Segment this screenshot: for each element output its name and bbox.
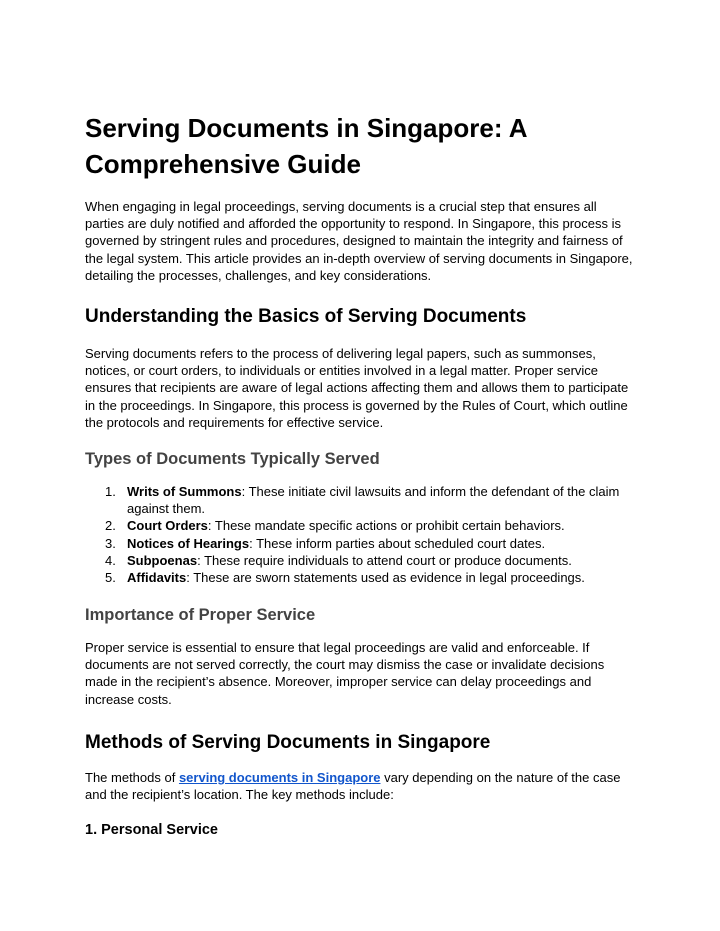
list-number: 4. [105, 552, 116, 568]
list-desc: : These require individuals to attend court or produce documents. [197, 552, 572, 568]
list-item [85, 569, 633, 586]
subheading-types: Types of Documents Typically Served [85, 450, 380, 468]
list-item [85, 552, 633, 569]
serving-documents-link[interactable]: serving documents in Singapore [178, 770, 381, 785]
list-number: 5. [105, 570, 116, 586]
list-term: Court Orders [127, 518, 208, 534]
list-term: Affidavits [127, 570, 187, 586]
intro-paragraph: When engaging in legal proceedings, serving documents is a crucial step that ensures all parties are duly notified and afforded the opportunity to respond. In Singapore, this process is governed by stringent rules and procedures, designed to maintain the integrity and fairness of the legal system. This article provides an in-depth overview of serving documents in Singapore, detailing the processes, challenges, and key considerations. [85, 199, 633, 283]
list-item [85, 517, 633, 534]
list-desc: : These are sworn statements used as evidence in legal proceedings. [186, 570, 585, 586]
list-term: Writs of Summons [127, 484, 242, 499]
list-number: 1. [105, 484, 116, 499]
list-term: Notices of Hearings [127, 535, 250, 551]
list-desc: : These initiate civil lawsuits and inform the defendant of the claim against them. [127, 484, 620, 517]
methods-text-after: vary depending on the nature of the case and the recipient’s location. The key methods include: [85, 770, 621, 803]
subheading-importance: Importance of Proper Service [85, 606, 316, 624]
list-number: 3. [105, 535, 116, 551]
basics-paragraph: Serving documents refers to the process of delivering legal papers, such as summonses, notices, or court orders, to individuals or entities involved in a legal matter. Proper service ensures that recipients are aware of legal actions affecting them and allows them to participate in the proceedings. In Singapore, this process is governed by the Rules of Court, which outline the protocols and requirements for effective service. [85, 346, 629, 430]
list-desc: : These mandate specific actions or prohibit certain behaviors. [207, 518, 565, 534]
list-desc: : These inform parties about scheduled court dates. [249, 535, 546, 551]
section-heading-methods: Methods of Serving Documents in Singapore [85, 732, 491, 753]
list-item [85, 483, 633, 517]
methods-paragraph [85, 769, 633, 803]
list-number: 2. [105, 518, 116, 534]
subheading-personal-service: 1. Personal Service [85, 822, 218, 838]
importance-paragraph: Proper service is essential to ensure that legal proceedings are valid and enforceable. If documents are not served correctly, the court may dismiss the case or invalidate decisions made in the recipient’s absence. Moreover, improper service can delay proceedings and increase costs. [85, 640, 605, 707]
list-item [85, 535, 633, 552]
types-list [85, 483, 633, 586]
list-term: Subpoenas [127, 552, 198, 568]
section-heading-basics: Understanding the Basics of Serving Documents [85, 306, 527, 327]
page-title: Serving Documents in Singapore: A Comprehensive Guide [85, 113, 527, 179]
methods-text-before: The methods of [85, 770, 179, 785]
